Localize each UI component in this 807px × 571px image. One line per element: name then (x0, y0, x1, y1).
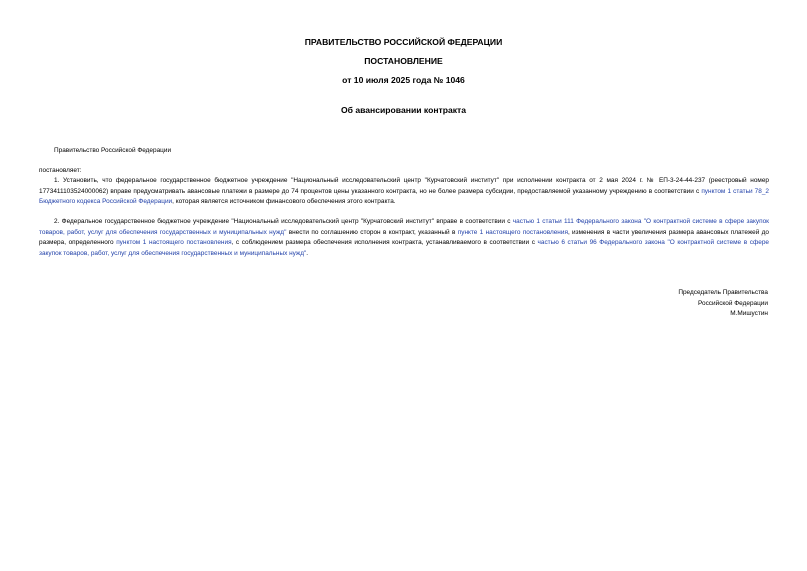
paragraph-2-text-c: , изменения в части увеличения размера авансовых платежей до размера, определенного (39, 228, 770, 247)
item-1-link-2[interactable]: пунктом 1 настоящего постановления (116, 239, 232, 247)
article-96-link[interactable]: частью 6 статьи 96 Федерального закона "О контрактной системе в сфере закупок товаров, работ, услуг для обеспечения государственных и муниципальных нужд" (39, 239, 769, 258)
paragraph-2-text-a: 2. Федеральное государственное бюджетное учреждение "Национальный исследовательский центр "Курчатовский институт" вправе в соответствии с (54, 218, 513, 225)
paragraph-1 (39, 176, 769, 208)
paragraph-1-text-b: , которая является источником финансового обеспечения этого контракта. (172, 198, 396, 206)
document-type: ПОСТАНОВЛЕНИЕ (364, 56, 443, 66)
article-111-link[interactable]: частью 1 статьи 111 Федерального закона "О контрактной системе в сфере закупок товаров, работ, услуг для обеспечения государственных и муниципальных нужд" (39, 218, 769, 236)
document-date-number: от 10 июля 2025 года № 1046 (342, 75, 465, 85)
government-heading: ПРАВИТЕЛЬСТВО РОССИЙСКОЙ ФЕДЕРАЦИИ (304, 37, 503, 47)
paragraph-1-text-a: 1. Установить, что федеральное государственное бюджетное учреждение "Национальный исследовательский центр "Курчатовский институт" при исполнении контракта от 2 мая 2024 г. № ЕП-3-24-44-237 (реестровый номер 1773411103524000062) вправе предусматривать авансовые платежи в размере до 74 процентов цены указанного контракта, но не более размера субсидии, предоставляемой указанному учреждению в соответствии с (39, 177, 769, 195)
issuer-line: Правительство Российской Федерации (54, 147, 172, 154)
paragraph-2-text-d: , с соблюдением размера обеспечения исполнения контракта, устанавливаемого в соответствии с (231, 239, 538, 247)
paragraph-2 (39, 217, 769, 260)
signature-block (678, 288, 768, 320)
signature-country: Российской Федерации (697, 299, 768, 307)
budget-code-link[interactable]: пунктом 1 статьи 78_2 Бюджетного кодекса Российской Федерации (39, 187, 769, 206)
signature-name: М.Мишустин (730, 310, 768, 318)
paragraph-2-text-e: . (306, 250, 309, 258)
document-title: Об авансировании контракта (340, 105, 467, 115)
item-1-link[interactable]: пункте 1 настоящего постановления (457, 228, 568, 236)
decree-line: постановляет: (39, 167, 82, 174)
paragraph-2-text-b: внести по соглашению сторон в контракт, указанный в (286, 228, 458, 236)
signature-position: Председатель Правительства (678, 289, 768, 296)
